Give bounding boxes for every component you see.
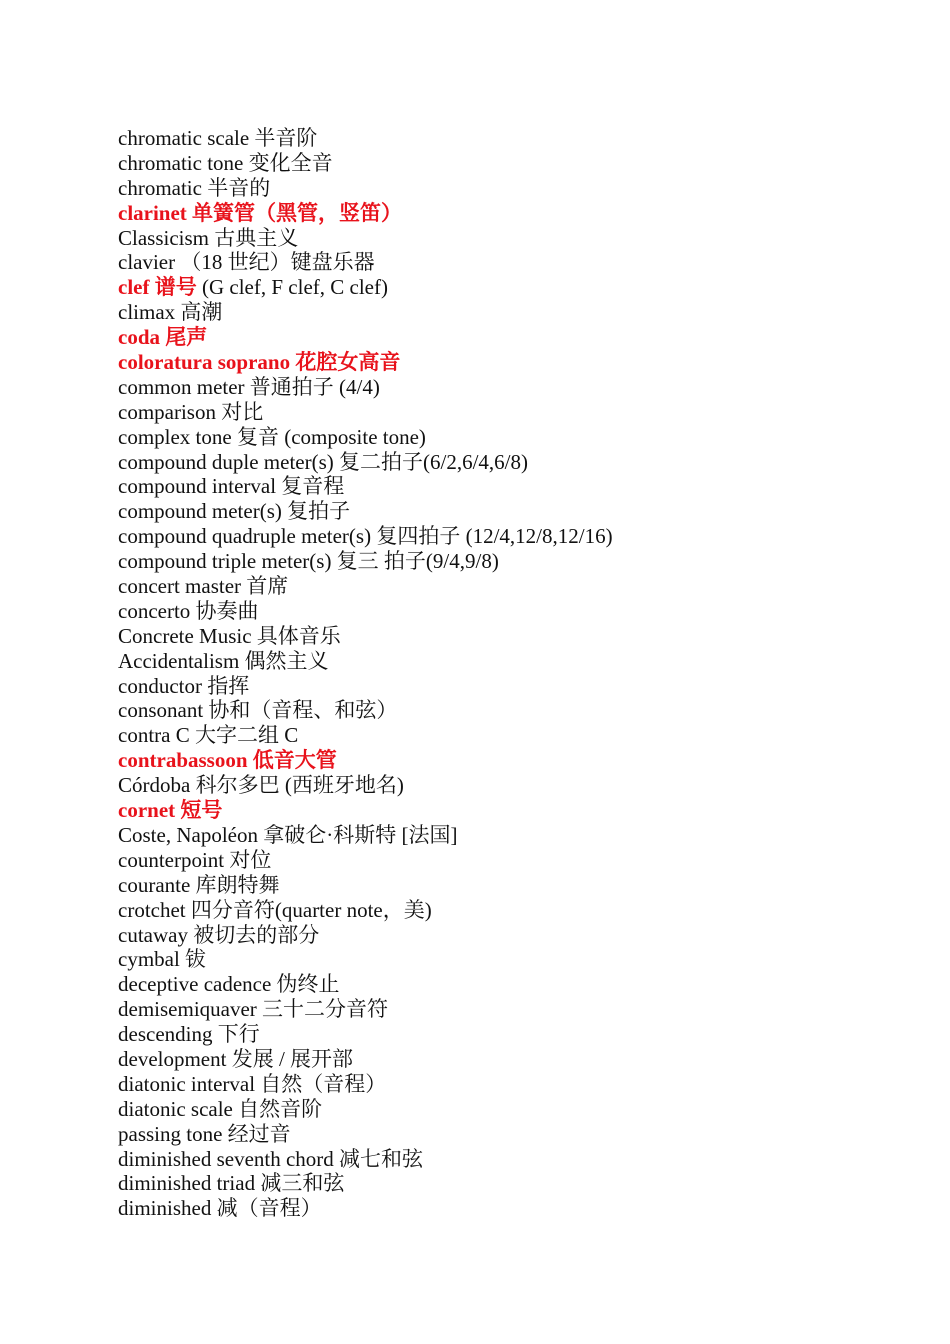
glossary-entry	[118, 1097, 613, 1122]
entry-text: Coste, Napoléon 拿破仑·科斯特 [法国]	[118, 822, 458, 847]
glossary-entry	[118, 499, 613, 524]
highlighted-term: coda 尾声	[118, 325, 208, 350]
glossary-list	[118, 126, 613, 1221]
entry-text: diminished 减（音程）	[118, 1196, 322, 1221]
glossary-entry	[118, 773, 613, 798]
glossary-entry	[118, 549, 613, 574]
highlighted-term: coloratura soprano 花腔女高音	[118, 350, 401, 375]
glossary-entry	[118, 350, 613, 375]
glossary-entry	[118, 574, 613, 599]
glossary-entry	[118, 848, 613, 873]
glossary-entry	[118, 474, 613, 499]
glossary-entry	[118, 674, 613, 699]
glossary-entry	[118, 325, 613, 350]
glossary-entry	[118, 275, 613, 300]
entry-text: chromatic 半音的	[118, 175, 271, 200]
entry-text: development 发展 / 展开部	[118, 1046, 354, 1071]
entry-text: compound interval 复音程	[118, 474, 345, 499]
entry-text: climax 高潮	[118, 300, 223, 325]
entry-text: cutaway 被切去的部分	[118, 922, 320, 947]
entry-text: compound meter(s) 复拍子	[118, 499, 351, 524]
glossary-entry	[118, 300, 613, 325]
glossary-entry	[118, 748, 613, 773]
glossary-entry	[118, 450, 613, 475]
highlighted-term: cornet 短号	[118, 798, 223, 823]
entry-text: diminished seventh chord 减七和弦	[118, 1146, 424, 1171]
glossary-entry	[118, 1022, 613, 1047]
glossary-entry	[118, 898, 613, 923]
entry-text: consonant 协和（音程、和弦）	[118, 698, 398, 723]
glossary-entry	[118, 599, 613, 624]
highlighted-term: clarinet 单簧管（黑管，竖笛）	[118, 200, 403, 225]
glossary-entry	[118, 375, 613, 400]
glossary-entry	[118, 1171, 613, 1196]
glossary-entry	[118, 126, 613, 151]
highlighted-term: contrabassoon 低音大管	[118, 748, 337, 773]
highlighted-term: clef 谱号	[118, 275, 197, 300]
glossary-entry	[118, 400, 613, 425]
glossary-entry	[118, 947, 613, 972]
entry-text: passing tone 经过音	[118, 1121, 291, 1146]
glossary-entry	[118, 997, 613, 1022]
glossary-entry	[118, 151, 613, 176]
glossary-entry	[118, 873, 613, 898]
glossary-entry	[118, 823, 613, 848]
entry-text: diminished triad 减三和弦	[118, 1171, 345, 1196]
glossary-entry	[118, 524, 613, 549]
entry-text: compound quadruple meter(s) 复四拍子 (12/4,12/8,12/16)	[118, 524, 613, 549]
glossary-entry	[118, 226, 613, 251]
entry-text: cymbal 钹	[118, 947, 207, 972]
glossary-entry	[118, 1072, 613, 1097]
entry-text: Córdoba 科尔多巴 (西班牙地名)	[118, 773, 404, 798]
entry-text: Classicism 古典主义	[118, 225, 299, 250]
entry-text: chromatic tone 变化全音	[118, 150, 333, 175]
glossary-entry	[118, 649, 613, 674]
glossary-entry	[118, 1047, 613, 1072]
glossary-entry	[118, 972, 613, 997]
glossary-entry	[118, 923, 613, 948]
glossary-entry	[118, 201, 613, 226]
glossary-entry	[118, 798, 613, 823]
entry-text: descending 下行	[118, 1022, 260, 1047]
entry-text: concert master 首席	[118, 574, 289, 599]
entry-text: compound triple meter(s) 复三 拍子(9/4,9/8)	[118, 549, 499, 574]
glossary-entry	[118, 176, 613, 201]
entry-text: concerto 协奏曲	[118, 598, 259, 623]
glossary-entry	[118, 698, 613, 723]
entry-text: comparison 对比	[118, 399, 264, 424]
entry-text: common meter 普通拍子 (4/4)	[118, 374, 380, 399]
glossary-entry	[118, 1196, 613, 1221]
entry-text: contra C 大字二组 C	[118, 723, 299, 748]
entry-text: crotchet 四分音符(quarter note，美)	[118, 897, 432, 922]
entry-text: Concrete Music 具体音乐	[118, 623, 341, 648]
entry-text: clavier （18 世纪）键盘乐器	[118, 250, 375, 275]
entry-text: deceptive cadence 伪终止	[118, 972, 340, 997]
entry-text: Accidentalism 偶然主义	[118, 648, 329, 673]
entry-text: compound duple meter(s) 复二拍子(6/2,6/4,6/8)	[118, 449, 529, 474]
glossary-entry	[118, 1147, 613, 1172]
entry-text: counterpoint 对位	[118, 847, 272, 872]
glossary-entry	[118, 723, 613, 748]
glossary-entry	[118, 1122, 613, 1147]
entry-text: complex tone 复音 (composite tone)	[118, 424, 426, 449]
entry-text: courante 库朗特舞	[118, 872, 280, 897]
entry-text: chromatic scale 半音阶	[118, 126, 318, 150]
entry-text: diatonic scale 自然音阶	[118, 1096, 323, 1121]
entry-text: demisemiquaver 三十二分音符	[118, 997, 389, 1022]
entry-note: (G clef, F clef, C clef)	[196, 275, 388, 300]
entry-text: conductor 指挥	[118, 673, 250, 698]
glossary-entry	[118, 250, 613, 275]
entry-text: diatonic interval 自然（音程）	[118, 1071, 387, 1096]
glossary-entry	[118, 425, 613, 450]
glossary-entry	[118, 624, 613, 649]
